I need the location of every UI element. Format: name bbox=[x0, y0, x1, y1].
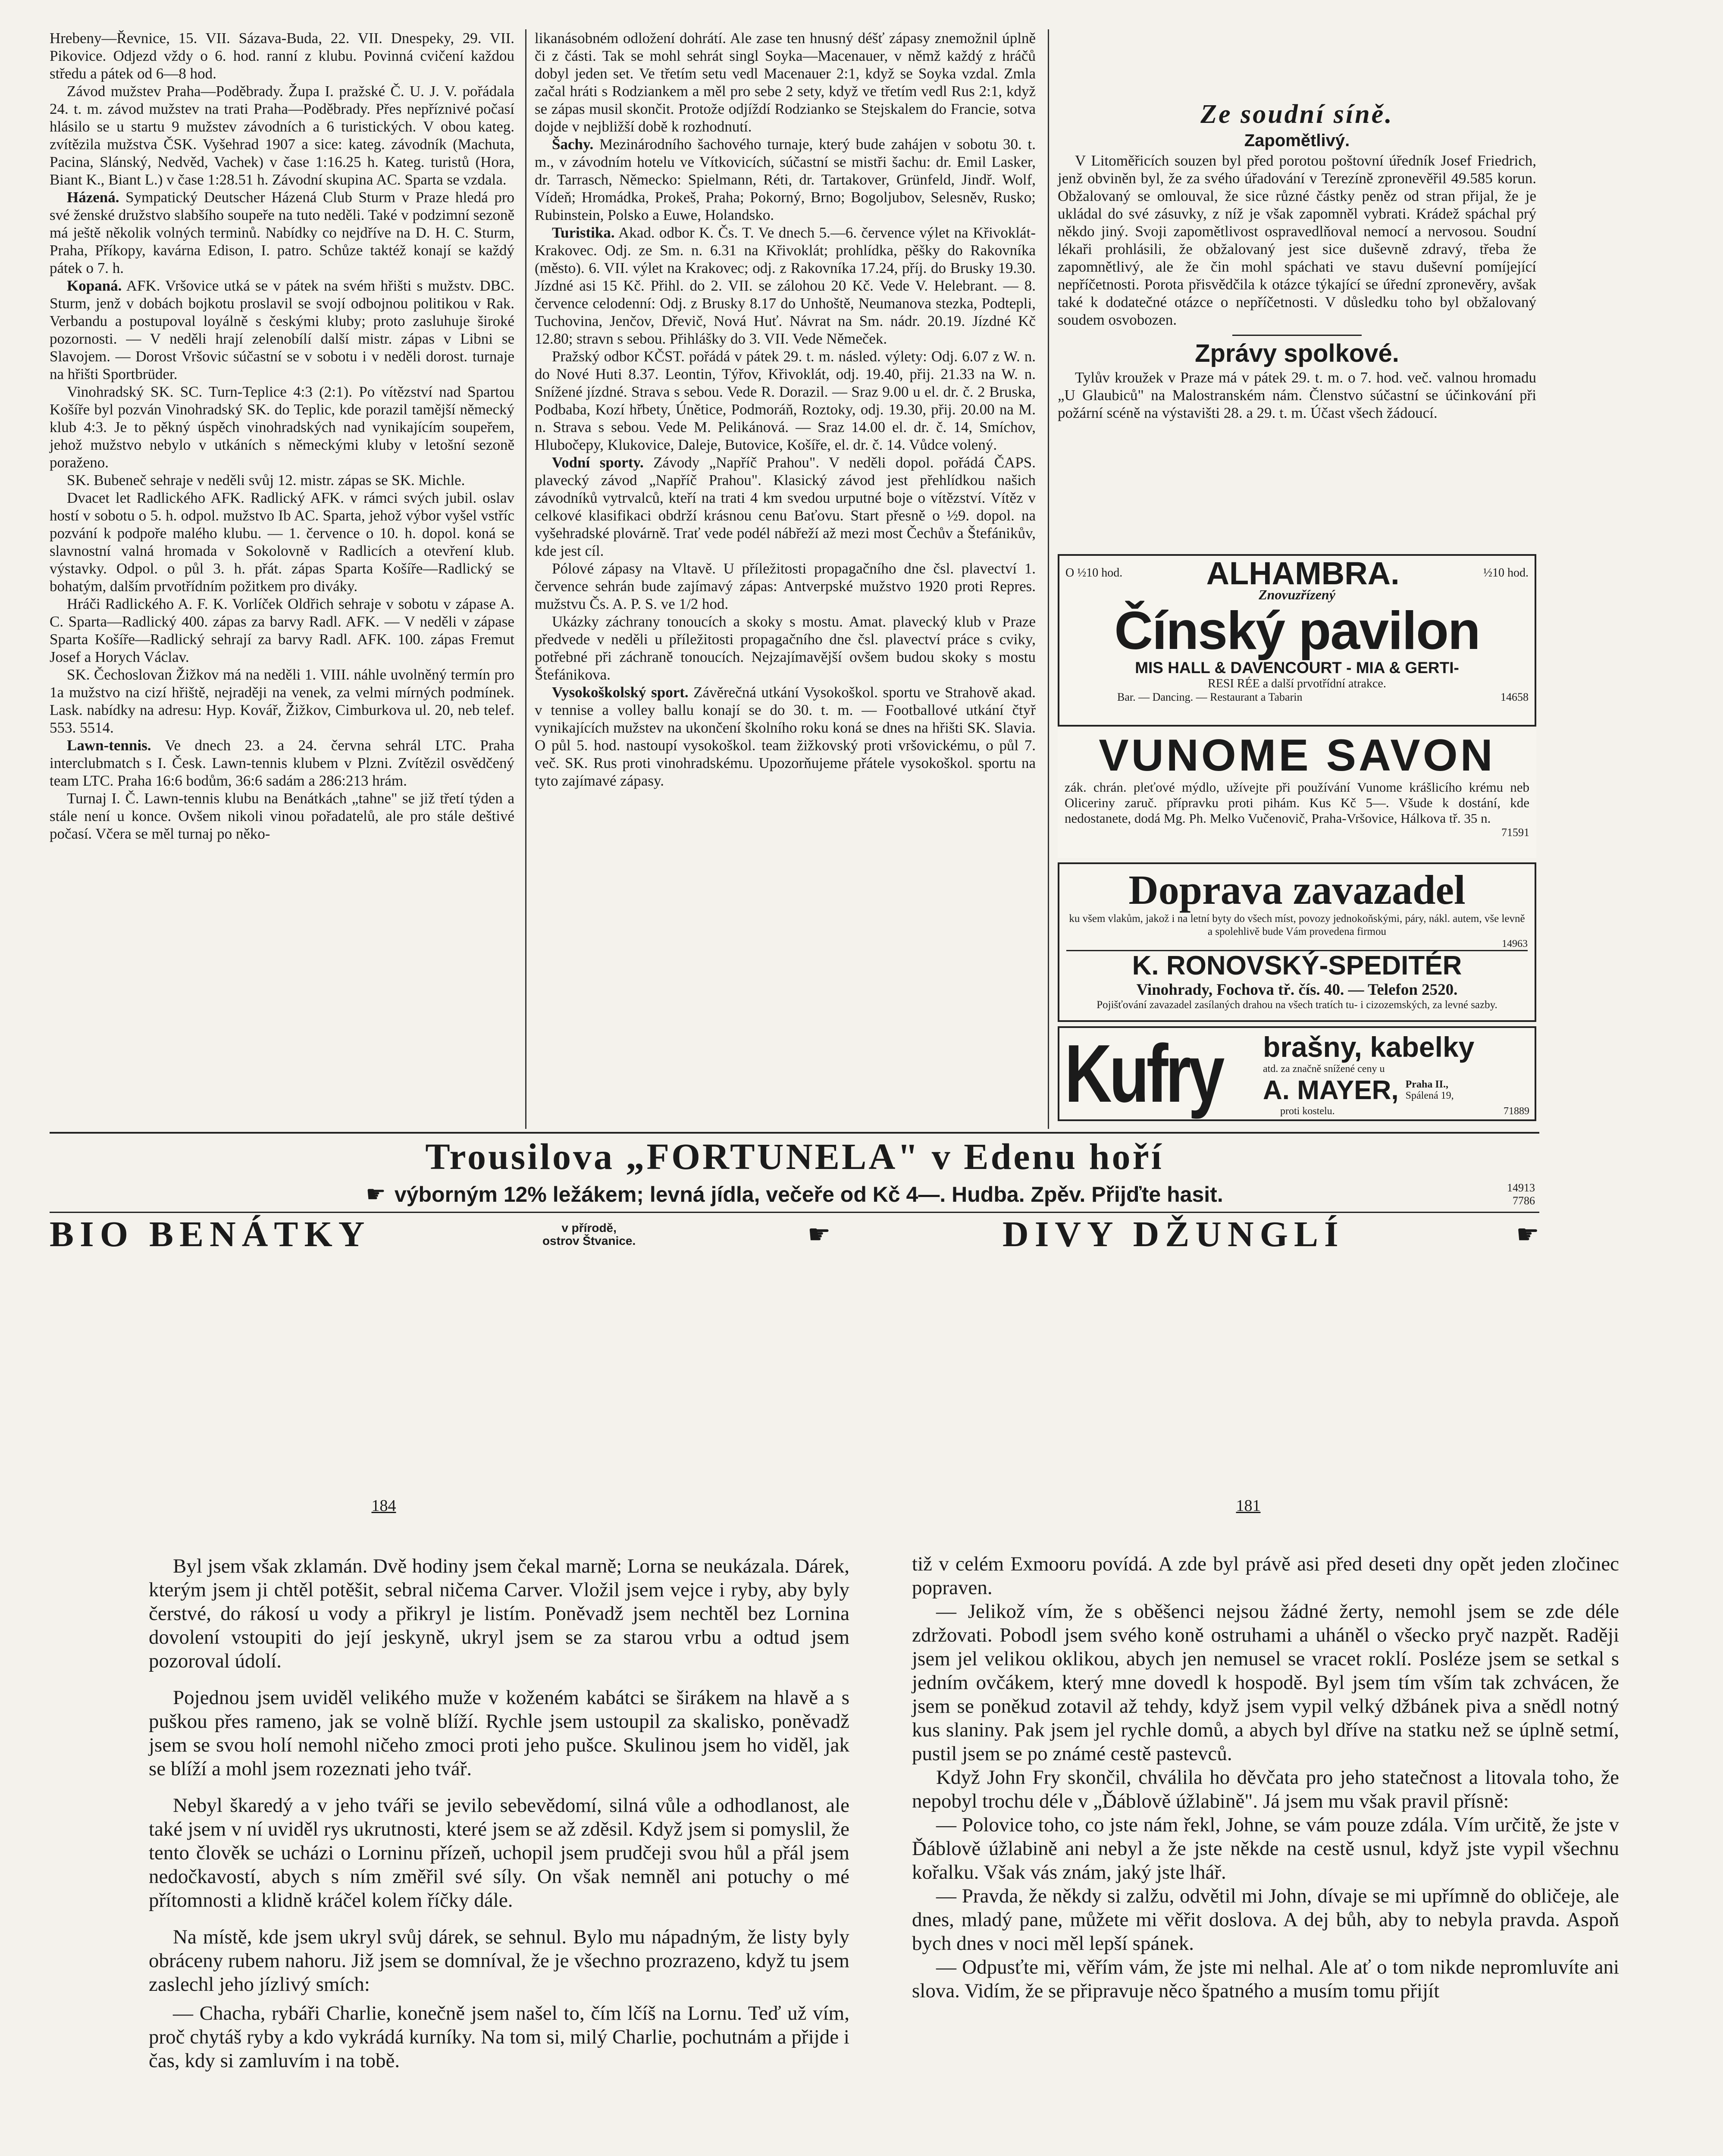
news-paragraph bbox=[50, 188, 514, 277]
eden-banner: Trousilova „FORTUNELA" v Edenu hoří bbox=[425, 1136, 1164, 1177]
news-column-1 bbox=[50, 29, 515, 842]
ad-artists: MIS HALL & DAVENCOURT - MIA & GERTI- bbox=[1135, 659, 1459, 677]
bio-left: BIO BENÁTKY bbox=[50, 1214, 371, 1254]
ad-kufry-addr2: Spálená 19, bbox=[1405, 1090, 1454, 1101]
ad-alhambra bbox=[1058, 554, 1536, 727]
court-section bbox=[1058, 99, 1536, 539]
ad-vunome-title: VUNOME SAVON bbox=[1099, 730, 1495, 780]
news-paragraph: likanásobném odložení dohrátí. Ale zase ten hnusný déšť zápasy znemožnil úplně či z části. Tak se mohl sehrát singl Soyka—Macenauer, v němž každý z hráčů dobyl jeden set. Ve třetím setu vedl Macenauer 2:1, když se Soyka vzdal. Zmla začal hráti s Rodziankem a měl pro sebe 2 sety, když ve třetím vedl Rus 2:1, když se zápas musil skončit. Protože odjíždí Rodzianko se Stejskalem do Francie, sotva dojde v nejbližší době k rozhodnutí. bbox=[535, 30, 1036, 135]
banner-rule bbox=[50, 1212, 1539, 1213]
ad-kufry-code: 71889 bbox=[1504, 1105, 1529, 1117]
news-paragraph: Závod mužstev Praha—Poděbrady. Župa I. pražské Č. U. J. V. pořádala 24. t. m. závod mužstev na trati Praha—Poděbrady. Přes nepříznivé počasí hlásilo se u startu 9 mužstev závodních a 6 turistických. V obou kateg. zvítězila mužstva ČSK. Vyšehrad 1907 a sice: kateg. závodník (Machuta, Pacina, Slánský, Nedvěd, Vachek) v čase 1:16.25 h. Kateg. turistů (Hora, Biant K., Biant L.) v čase 1:28.51 h. Závodní skupina AC. Sparta se vzdala. bbox=[50, 83, 514, 188]
court-subtitle: Zapomětlivý. bbox=[1244, 131, 1350, 150]
pointing-hand-icon: ☛ bbox=[807, 1220, 831, 1249]
section-head: Kopaná. bbox=[67, 277, 122, 294]
news-paragraph bbox=[50, 277, 514, 383]
news-paragraph: Ukázky záchrany tonoucích a skoky s mostu. Amat. plavecký klub v Praze předvede v neděli u příležitosti propagačního dne čsl. plavectví práce s cviky, potřebné při záchraně tonoucích. Nejzajímavější ovšem budou skoky s mostu Štefánikova. bbox=[535, 613, 1036, 683]
news-paragraph: SK. Bubeneč sehraje v neděli svůj 12. mistr. zápas se SK. Michle. bbox=[67, 472, 465, 489]
column-rule bbox=[525, 29, 526, 1129]
ad-ronovsky-title: K. RONOVSKÝ-SPEDITÉR bbox=[1066, 950, 1528, 981]
column-rule bbox=[1048, 29, 1049, 1129]
bio-mid-top: v přírodě, bbox=[561, 1221, 617, 1235]
court-title: Ze soudní síně. bbox=[1200, 100, 1394, 129]
ad-doprava-title: Doprava zavazadel bbox=[1128, 867, 1466, 913]
eden-code-1: 14913 bbox=[1507, 1181, 1535, 1194]
section-head: Šachy. bbox=[552, 136, 594, 153]
book-paragraph: — Odpusťte mi, věřím vám, že jste mi nelhal. Ale ať o tom nikde nepromluvíte ani slova. Vidím, že se připravuje něco špatného a musím tomu přijít bbox=[912, 1956, 1619, 2002]
ad-alhambra-name: ALHAMBRA. bbox=[1206, 555, 1400, 591]
ad-kufry-big: Kufry bbox=[1065, 1028, 1222, 1119]
court-text: V Litoměřicích souzen byl před porotou poštovní úředník Josef Friedrich, jenž obviněn byl, že za svého úřadování v Terezíně zpronevěřil 49.585 korun. Obžalovaný se omlouval, že sice různé částky peněz od stran přijal, že je ukládal do své zásuvky, z níž je však zapomněl vybrati. Krádež spáchal prý někdo jiný. Svoji zapomětlivost ospravedlňoval nemocí a nervosou. Soudní lékaři prohlásili, že obžalovaný jest sice duševně zdravý, třeba že zapomnětlivý, ale že čin mohl spáchati ve stavu duševní pomíjející nepříčetnosti. Porota přisvědčila k otázce týkající se úřední zpronevěry, avšak také k dodatečné otázce o nepříčetnosti. V důsledku toho byl obžalovaný soudem osvobozen. bbox=[1058, 152, 1536, 328]
news-paragraph: Pražský odbor KČST. pořádá v pátek 29. t. m. násled. výlety: Odj. 6.07 z W. n. do Nové Huti 8.37. Leontin, Týřov, Křivoklát, odj. 19.40, přij. 21.33 na W. n. Snížené jízdné. Strava s sebou. Vede R. Dorazil. — Sraz 9.00 u el. dr. č. 2 Bruska, Podbaba, Kozí hřbety, Únětice, Podmoráň, Roztoky, odj. 19.30, přij. 20.00 na M. n. Strava s sebou. Vede M. Pelikánová. — Sraz 14.00 el. dr. č. 14, Smíchov, Hlubočepy, Klukovice, Daleje, Butovice, Košíře, el. dr. č. 14. Vůdce volený. bbox=[535, 348, 1036, 453]
book-page-left bbox=[149, 1554, 849, 2156]
ad-time-right: ½10 hod. bbox=[1483, 566, 1529, 580]
eden-sub-text: výborným 12% ležákem; levná jídla, večeře od Kč 4—. Hudba. Zpěv. Přijďte hasit. bbox=[394, 1182, 1223, 1206]
eden-sub bbox=[50, 1181, 1539, 1207]
section-head: Lawn-tennis. bbox=[67, 737, 151, 754]
book-paragraph: Na místě, kde jsem ukryl svůj dárek, se sehnul. Bylo mu nápadným, že listy byly obráceny rubem nahoru. Již jsem se domníval, že je všechno prozrazeno, když tu jsem zaslechl jeho jízlivý smích: bbox=[149, 1926, 849, 1996]
news-paragraph bbox=[535, 224, 1036, 348]
news-text: Ve dnech 23. a 24. června sehrál LTC. Praha interclubmatch s I. Česk. Lawn-tennis klubem v Plzni. Zvítězil osvědčený team LTC. Praha 16:6 bodům, 36:6 sadám a 286:213 hrám. bbox=[50, 737, 514, 789]
book-paragraph: — Chacha, rybáři Charlie, konečně jsem našel to, čím lčíš na Lornu. Teď už vím, proč chytáš ryby a kdo vykrádá kurníky. Na tom si, milý Charlie, pochutnám a přijde i čas, kdy si zamluvím i na tobě. bbox=[149, 2002, 849, 2072]
ad-doprava bbox=[1058, 862, 1536, 1022]
book-paragraph: Byl jsem však zklamán. Dvě hodiny jsem čekal marně; Lorna se neukázala. Dárek, kterým jsem ji chtěl potěšit, sebral ničema Carver. Vložil jsem vejce i ryby, aby byly čerstvé, do rákosí u vody a přikryl je listím. Poněvadž jsem nechtěl bez Lornina dovolení vstoupiti do její jeskyně, ukryl jsem se za starou vrbu a odtud jsem pozoroval údolí. bbox=[149, 1555, 849, 1672]
ad-kufry-line1: brašny, kabelky bbox=[1263, 1031, 1475, 1063]
news-paragraph: Hrebeny—Řevnice, 15. VII. Sázava-Buda, 22. VII. Dnespeky, 29. VII. Pikovice. Odjezd vždy o 6. hod. ranní z klubu. Povinná cvičení každou středu a pátek od 6—8 hod. bbox=[50, 30, 514, 82]
news-paragraph bbox=[535, 135, 1036, 224]
news-paragraph bbox=[50, 736, 514, 790]
ad-ronovsky-text: Pojišťování zavazadel zasílaných drahou na všech tratích tu- i cizozemských, za levné sazby. bbox=[1096, 999, 1497, 1011]
section-head: Vysokoškolský sport. bbox=[552, 684, 689, 701]
ad-vunome-text: zák. chrán. pleťové mýdlo, užívejte při používání Vunome krášlicího krému neb Oliceriny zaruč. přípravku proti pihám. Kus Kč 5—. Všude k dostání, kde nedostanete, dodá Mg. Ph. Melko Vučenovič, Praha-Vršovice, Hálkova tř. 35 n. bbox=[1065, 780, 1529, 826]
ad-kufry-addr1: Praha II., bbox=[1405, 1079, 1449, 1090]
news-paragraph: Pólové zápasy na Vltavě. U příležitosti propagačního dne čsl. plavectví 1. července sehrán bude zajímavý zápas: Antverpské mužstvo 1920 proti Repres. mužstvu Čs. A. P. S. ve 1/2 hod. bbox=[535, 560, 1036, 612]
section-head: Turistika. bbox=[552, 224, 615, 241]
book-paragraph: — Polovice toho, co jste nám řekl, Johne, se vám pouze zdála. Vím určitě, že jste v Ďáblově úžlabině ani nebyl a že jste někde na cestě usnul, když jste vypil všechnu kořalku. Však vás znám, jaký jste lhář. bbox=[912, 1814, 1619, 1883]
news-text: Závěrečná utkání Vysokoškol. sportu ve Strahově akad. v tennise a volley ballu konají se do 30. t. m. — Footballové utkání čtyř vynikajících mužstev na ukončení školního roku koná se dnes na hřišti SK. Slavia. O půl 5. hod. nastoupí vysokoškol. team žižkovský proti vršovickému, o půl 7. več. SK. Rus proti vinohradskému. Upozorňujeme přátele vysokoškol. sportu na tyto zajímavé zápasy. bbox=[535, 684, 1036, 789]
news-paragraph: SK. Čechoslovan Žižkov má na neděli 1. VIII. náhle uvolněný termín pro 1a mužstvo na cizí hřiště, nejraději na venek, za velmi mírných podmínek. Lask. nabídky na adresu: Hyp. Kovář, Žižkov, Cimburkova ul. 20, neb telef. 553. 5514. bbox=[50, 666, 514, 736]
bio-right: DIVY DŽUNGLÍ bbox=[1002, 1214, 1344, 1254]
bio-mid-bottom: ostrov Štvanice. bbox=[542, 1234, 636, 1247]
news-text: Akad. odbor K. Čs. T. Ve dnech 5.—6. července výlet na Křivoklát-Krakovec. Odj. ze Sm. n. 6.31 na Křivoklát; prohlídka, pěšky do Rakovníka (město). 6. VII. výlet na Krakovec; odj. z Rakovníka 17.24, příj. do Brusky 19.30. Jízdné asi 15 Kč. Přihl. do 2. VII. se zálohou 20 Kč. Vede V. Helebrant. — 8. července celodenní: Odj. z Brusky 8.17 do Unhoště, Neumanova stezka, Podtepli, Tuchovina, Jenčov, Dřevič, Nová Huť. Návrat na Sm. nádr. 20.19. Jízdné Kč 12.80; stravn s sebou. Přihlášky do 3. VII. Vede Němeček. bbox=[535, 224, 1036, 347]
spolky-text: Tylův kroužek v Praze má v pátek 29. t. m. o 7. hod. več. valnou hromadu „U Glaubiců" na Malostranském nám. Členstvo súčastní se účinkování při požární scéně na výstavišti 28. a 29. t. m. Účast všech žádoucí. bbox=[1058, 369, 1536, 421]
ad-doprava-text: ku všem vlakům, jakož i na letní byty do všech míst, povozy jednokoňskými, páry, nákl. autem, vše levně a spolehlivě bude Vám provedena firmou bbox=[1069, 913, 1525, 937]
banner-rule bbox=[50, 1132, 1539, 1134]
book-paragraph: — Pravda, že někdy si zalžu, odvětil mi John, dívaje se mi upřímně do obličeje, ale dnes, mladý pane, můžete mi věřit doslova. A dej bůh, aby to nebyla pravda. Aspoň bych dnes v noci měl lepší spánek. bbox=[912, 1885, 1619, 1955]
book-paragraph: tiž v celém Exmooru povídá. A zde byl právě asi před deseti dny opět jeden zločinec popraven. bbox=[912, 1553, 1619, 1599]
book-paragraph: Když John Fry skončil, chválila ho děvčata pro jeho statečnost a litovala toho, že nepobyl trochu déle v „Ďáblově úžlabině". Já jsem mu však pravil přísně: bbox=[912, 1766, 1619, 1812]
news-paragraph: Turnaj I. Č. Lawn-tennis klubu na Benátkách „tahne" se již třetí týden a stále není u konce. Ovšem nikoli vinou pořadatelů, ale pro stále deštivé počasí. Včera se měl turnaj po něko- bbox=[50, 790, 514, 842]
ad-bar: Bar. — Dancing. — Restaurant a Tabarin bbox=[1117, 691, 1303, 703]
ad-code: 14658 bbox=[1501, 691, 1529, 703]
ad-kufry-opposite: proti kostelu. bbox=[1280, 1105, 1335, 1117]
news-text: Závody „Napříč Prahou". V neděli dopol. pořádá ČAPS. plavecký závod „Napříč Prahou". Klasický závod jest přehlídkou našich závodníků vytrvalců, kteří na trati 4 km svedou urputné boje o vítězství. Vítěz v celkové klasifikaci obdrží krásnou cenu Baťovu. Start přesně o ½9. dopol. na vyšehradské plovárně. Trať vede podél nábřeží až mezi most Čechův a Štefánikův, kde jest cíl. bbox=[535, 454, 1036, 559]
page-number-right: 181 bbox=[1236, 1497, 1261, 1515]
ad-line: RESI RÉE a další prvotřídní atrakce. bbox=[1208, 677, 1386, 690]
ad-main: Čínský pavilon bbox=[1114, 601, 1480, 661]
news-column-2 bbox=[535, 29, 1036, 1129]
news-paragraph bbox=[535, 683, 1036, 790]
book-page-right bbox=[912, 1552, 1619, 2156]
section-head: Házená. bbox=[67, 189, 119, 206]
book-paragraph: — Jelikož vím, že s oběšenci nejsou žádné žerty, nemohl jsem se zde déle zdržovati. Pobodl jsem svého koně ostruhami a uháněl o všecko pryč nazpět. Raději jsem jel velikou oklikou, abych jen nemusel se vracet roklí. Posléze jsem se setkal s jedním ovčákem, který mne dovedl k hospodě. Byl jsem tím vším tak zchvácen, že jsem se poněkud zotavil až tehdy, když jsem vypil velký džbánek piva a snědl notný kus slaniny. Pak jsem jel rychle domů, a abych byl dříve na statku než se úplně setmí, pustil jsem se po známé cestě pastevců. bbox=[912, 1600, 1619, 1765]
ad-ronovsky-addr: Vinohrady, Fochova tř. čís. 40. — Telefon 2520. bbox=[1136, 981, 1458, 999]
ad-time-left: O ½10 hod. bbox=[1065, 566, 1123, 580]
section-head: Vodní sporty. bbox=[552, 454, 644, 471]
pointing-hand-icon: ☛ bbox=[1516, 1220, 1539, 1249]
book-paragraph: Pojednou jsem uviděl velikého muže v koženém kabátci se širákem na hlavě a s puškou přes rameno, jak se volně blíží. Rychle jsem ustoupil za skalisko, poněvadž jsem se svou holí nemohl ničeho zmoci proti jeho pušce. Skulinou jsem ho viděl, jak se blíží a mohl jsem rozeznati jeho tvář. bbox=[149, 1686, 849, 1780]
news-paragraph bbox=[535, 454, 1036, 560]
news-text: AFK. Vršovice utká se v pátek na svém hřišti s mužstv. DBC. Sturm, jenž v dobách bojkotu proslavil se svojí odbojnou politikou v Rak. Verbandu a postupoval loyálně s českými kluby; proto zasluhuje široké pozornosti. — V neděli hrají zelenobílí další mistr. zápas v Libni se Slavojem. — Dorost Vršovic súčastní se v sobotu i v neděli dorost. turnaje na hřišti Sportbrüder. bbox=[50, 277, 514, 382]
eden-code-2: 7786 bbox=[1513, 1194, 1535, 1207]
divider bbox=[1232, 335, 1362, 336]
ad-vunome bbox=[1058, 729, 1536, 858]
news-text: Sympatický Deutscher Házená Club Sturm v Praze hledá pro své ženské družstvo slabšího soupeře na tuto neděli. Také v podzimní sezoně má ještě několik volných terminů. Nabídky co nejdříve na D. H. C. Sturm, Praha, Příkopy, kavárna Edison, I. patro. Schůze taktéž konají se každý pátek o 7. h. bbox=[50, 189, 515, 276]
news-text: Mezinárodního šachového turnaje, který bude zahájen v sobotu 30. t. m., v závodním hotelu ve Vítkovicích, súčastní se mistři šachu: dr. Emil Lasker, dr. Tarrasch, Německo: Spielmann, Réti, dr. Tartakover, Grünfeld, Jindř. Wolf, Vídeň; Hromádka, Prokeš, Praha; Pokorný, Brno; Bogoljubov, Selesněv, Rusko; Rubinstein, Polsko a Euwe, Holandsko. bbox=[535, 136, 1036, 223]
ad-sub: Znovuzřízený bbox=[1259, 587, 1335, 602]
ad-doprava-code: 14963 bbox=[1502, 938, 1528, 950]
page-number-left: 184 bbox=[371, 1497, 396, 1515]
book-paragraph: Nebyl škaredý a v jeho tváři se jevilo sebevědomí, silná vůle a odhodlanost, ale také jsem v ní uviděl rys ukrutnosti, které jsem se až zděsil. Když jsem si pomyslil, že tento člověk se ucházi o Lorninu přízeň, uchopil jsem prudčeji svou hůl a přál jsem nedočkavostí, abych s ním změřil své síly. On však nemněl ani potuchy o mé přítomnosti a klidně kráčel kolem říčky dále. bbox=[149, 1794, 849, 1912]
ad-kufry bbox=[1058, 1026, 1536, 1121]
ad-kufry-mayer: A. MAYER, bbox=[1263, 1075, 1399, 1105]
pointing-hand-icon: ☛ bbox=[366, 1182, 386, 1207]
news-paragraph: Dvacet let Radlického AFK. Radlický AFK. v rámci svých jubil. oslav hostí v sobotu o 5. h. odpol. mužstvo Ib AC. Sparta, jehož výbor vyšel vstříc pozvání k podpoře malého klubu. — 1. července o 10. h. dopol. koná se slavnostní valná hromada v Sokolovně v Radlicích a otevření klub. výstavky. Odpol. o půl 3. h. přát. zápas Sparta Košíře—Radlický se bohatým, dalším prvotřídním požitkem pro diváky. bbox=[50, 489, 514, 595]
news-paragraph: Hráči Radlického A. F. K. Vorlíček Oldřich sehraje v sobotu v zápase A. C. Sparta—Radlický 400. zápas za barvy Radl. AFK. — V neděli v zápase Sparta Košíře—Radlický sehrají za barvy Radl. AFK. 100. zápas Fremut Josef a Horych Václav. bbox=[50, 595, 514, 665]
ad-vunome-code: 71591 bbox=[1501, 826, 1529, 839]
ad-kufry-line2: atd. za značně snížené ceny u bbox=[1263, 1063, 1385, 1075]
bio-banner bbox=[50, 1214, 1539, 1255]
spolky-title: Zprávy spolkové. bbox=[1195, 339, 1399, 367]
news-paragraph: Vinohradský SK. SC. Turn-Teplice 4:3 (2:1). Po vítězství nad Spartou Košíře byl pozván Vinohradský SK. do Teplic, kde porazil tamější německý klub 4:3. Je to pěkný úspěch vinohradských nad vynikajícím soupeřem, jehož mužstvo nebylo v utkáních s německými kluby v letošní sezoně poraženo. bbox=[50, 383, 514, 471]
